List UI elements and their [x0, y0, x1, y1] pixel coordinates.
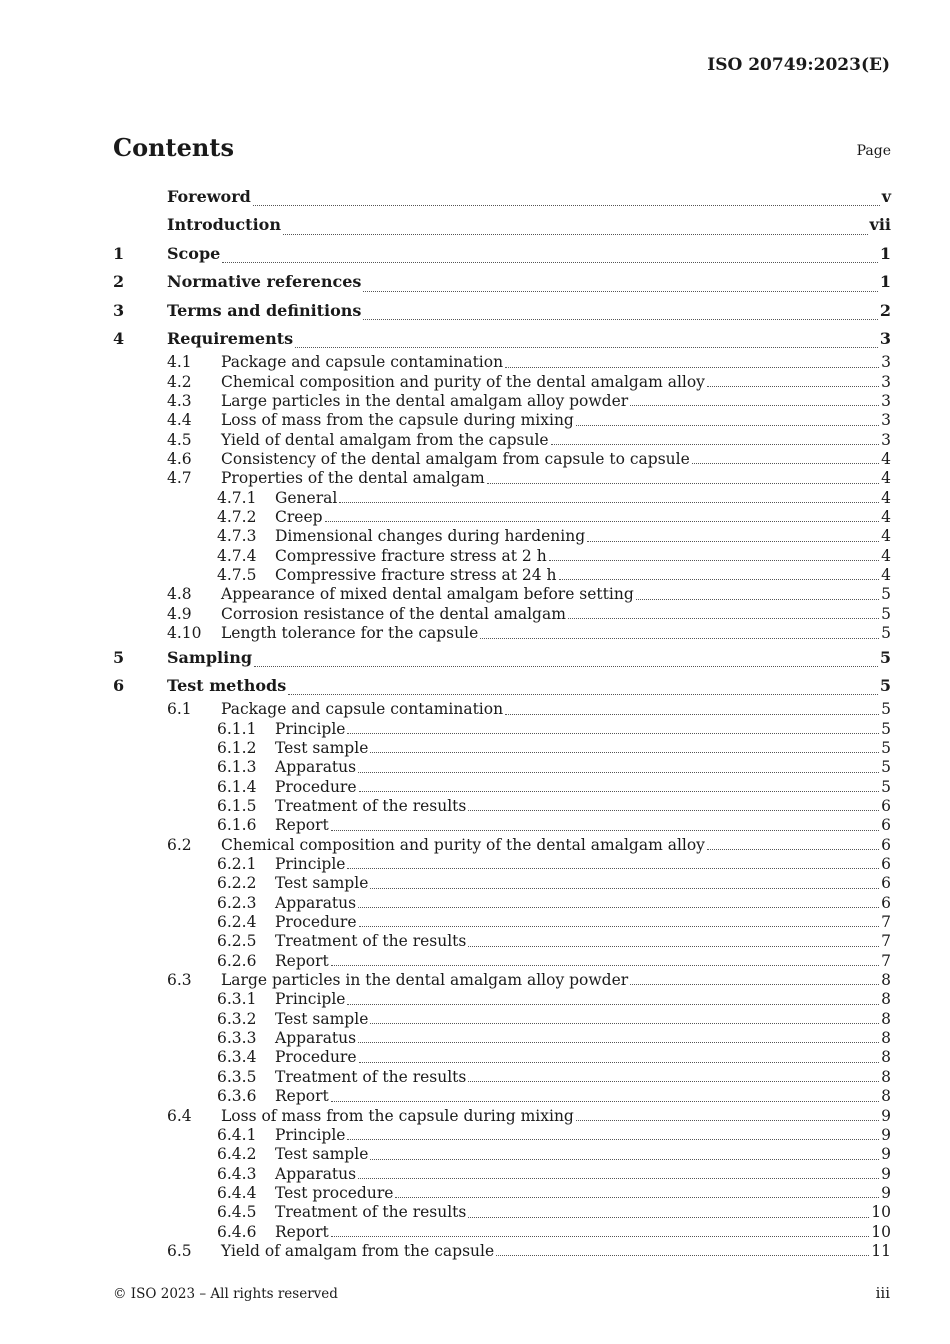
toc-entry[interactable]: [113, 778, 891, 797]
toc-entry[interactable]: [113, 547, 891, 566]
toc-entry-page: 6: [881, 816, 891, 835]
toc-entry-page: 6: [881, 835, 891, 854]
toc-entry[interactable]: [113, 411, 891, 430]
toc-entry-number: 6.3.3: [217, 1029, 257, 1048]
toc-entry-title: Report: [275, 1222, 329, 1241]
toc-entry[interactable]: [113, 952, 891, 971]
toc-entry-number: 6.3.6: [217, 1087, 257, 1106]
toc-entry-number: 4.9: [167, 604, 192, 623]
toc-entry-title: Chemical composition and purity of the dental amalgam alloy: [221, 372, 705, 391]
footer-page-number: iii: [875, 1284, 890, 1302]
dot-leader: [707, 385, 879, 387]
toc-entry-number: 1: [113, 243, 125, 263]
toc-entry-number: 6.4.6: [217, 1222, 257, 1241]
toc-entry-page: 4: [881, 488, 891, 507]
toc-entry-title: Principle: [275, 990, 346, 1009]
toc-entry[interactable]: [113, 644, 891, 672]
dot-leader: [359, 1061, 880, 1063]
toc-entry-title: Loss of mass from the capsule during mixing: [221, 1106, 574, 1125]
toc-entry[interactable]: [113, 268, 891, 296]
toc-entry-page: 4: [881, 566, 891, 585]
toc-entry-number: 6.1.1: [217, 719, 257, 738]
contents-heading: Contents: [113, 133, 234, 162]
toc-entry-number: 6.1.4: [217, 777, 257, 796]
dot-leader: [636, 598, 879, 600]
dot-leader: [630, 983, 879, 985]
toc-entry-page: 10: [871, 1203, 891, 1222]
toc-entry-page: 3: [881, 411, 891, 430]
toc-entry-page: 9: [881, 1106, 891, 1125]
dot-leader: [576, 424, 879, 426]
toc-entry-number: 6.1.3: [217, 758, 257, 777]
toc-entry[interactable]: [113, 990, 891, 1009]
toc-entry-number: 4.10: [167, 624, 202, 643]
toc-entry-title: Foreword: [167, 187, 251, 206]
toc-entry-title: Test sample: [275, 738, 369, 757]
toc-entry-title: Test sample: [275, 1009, 369, 1028]
toc-entry[interactable]: [113, 566, 891, 585]
dot-leader: [370, 751, 879, 753]
dot-leader: [358, 771, 879, 773]
toc-entry-title: Sampling: [167, 647, 253, 667]
toc-entry-number: 6.4.4: [217, 1183, 257, 1202]
dot-leader: [370, 1158, 879, 1160]
dot-leader: [487, 482, 879, 484]
toc-entry-page: 5: [879, 647, 891, 667]
toc-entry-number: 4.4: [167, 411, 192, 430]
dot-leader: [505, 366, 879, 368]
toc-entry-title: Treatment of the results: [275, 797, 467, 815]
dot-leader: [254, 665, 878, 667]
toc-entry-page: 9: [881, 1164, 891, 1183]
toc-entry-title: Package and capsule contamination: [221, 700, 504, 719]
toc-entry-number: 6.3: [167, 971, 192, 990]
dot-leader: [480, 637, 879, 639]
toc-entry[interactable]: [113, 1184, 891, 1203]
toc-entry-page: 4: [881, 469, 891, 488]
toc-entry-title: Apparatus: [275, 758, 357, 777]
toc-entry-page: 9: [881, 1183, 891, 1202]
toc-entry[interactable]: [113, 508, 891, 527]
toc-entry[interactable]: [113, 894, 891, 913]
toc-entry-number: 6.4: [167, 1106, 192, 1125]
dot-leader: [288, 693, 878, 695]
dot-leader: [363, 290, 877, 292]
toc-entry-title: Test sample: [275, 874, 369, 893]
dot-leader: [692, 462, 879, 464]
dot-leader: [331, 1235, 870, 1237]
toc-entry-number: 6.2: [167, 835, 192, 854]
toc-entry[interactable]: [113, 1010, 891, 1029]
toc-entry[interactable]: [113, 720, 891, 739]
toc-entry-page: 5: [881, 758, 891, 777]
toc-entry[interactable]: [113, 353, 891, 372]
toc-entry-number: 6: [113, 675, 125, 695]
toc-entry-number: 4.7.1: [217, 488, 257, 507]
toc-entry[interactable]: [113, 624, 891, 643]
dot-leader: [505, 713, 879, 715]
dot-leader: [347, 1138, 879, 1140]
dot-leader: [549, 559, 879, 561]
toc-entry-number: 6.1: [167, 700, 192, 719]
toc-entry-page: 6: [881, 874, 891, 893]
toc-entry-number: 6.2.2: [217, 874, 257, 893]
dot-leader: [576, 1119, 879, 1121]
toc-entry[interactable]: [113, 1107, 891, 1126]
dot-leader: [325, 520, 880, 522]
toc-entry-page: 7: [881, 951, 891, 970]
toc-entry[interactable]: [113, 816, 891, 835]
toc-entry[interactable]: [113, 1165, 891, 1184]
toc-entry-title: Test procedure: [275, 1183, 394, 1202]
toc-entry[interactable]: [113, 1145, 891, 1164]
toc-entry-title: Procedure: [275, 777, 357, 796]
toc-entry-title: Principle: [275, 1125, 346, 1144]
toc-entry-page: 5: [881, 738, 891, 757]
toc-entry-page: v: [881, 187, 891, 206]
document-id: ISO 20749:2023(E): [707, 55, 890, 75]
toc-entry[interactable]: [113, 971, 891, 990]
toc-entry[interactable]: [113, 1126, 891, 1145]
toc-entry-title: Scope: [167, 243, 221, 263]
dot-leader: [587, 540, 879, 542]
toc-entry[interactable]: [113, 585, 891, 604]
toc-entry[interactable]: [113, 1203, 891, 1222]
toc-entry-title: Dimensional changes during hardening: [275, 527, 586, 546]
toc-entry-title: General: [275, 488, 338, 507]
toc-entry-page: 5: [881, 777, 891, 796]
dot-leader: [468, 945, 879, 947]
toc-entry-number: 6.2.1: [217, 855, 257, 874]
toc-entry[interactable]: [113, 758, 891, 777]
toc-entry-number: 6.2.4: [217, 913, 257, 932]
toc-entry-title: Large particles in the dental amalgam alloy powder: [221, 971, 629, 990]
toc-entry-title: Compressive fracture stress at 24 h: [275, 566, 557, 585]
toc-entry-title: Introduction: [167, 215, 281, 235]
toc-entry-number: 4.3: [167, 392, 192, 411]
toc-entry-number: 4.7.5: [217, 566, 257, 585]
toc-entry-number: 4.8: [167, 585, 192, 604]
dot-leader: [363, 318, 877, 320]
toc-entry-page: 3: [879, 328, 891, 348]
dot-leader: [468, 809, 879, 811]
toc-entry-title: Creep: [275, 508, 323, 527]
toc-entry[interactable]: [113, 240, 891, 268]
toc-entry-title: Loss of mass from the capsule during mixing: [221, 411, 574, 430]
toc-entry-title: Normative references: [167, 272, 362, 292]
toc-entry-title: Compressive fracture stress at 2 h: [275, 546, 547, 565]
toc-entry-number: 6.2.5: [217, 932, 257, 951]
dot-leader: [347, 732, 879, 734]
toc-entry-page: 11: [871, 1241, 891, 1260]
toc-entry-number: 6.3.2: [217, 1009, 257, 1028]
toc-entry-title: Chemical composition and purity of the dental amalgam alloy: [221, 835, 705, 854]
toc-entry-page: 1: [879, 272, 891, 292]
toc-entry-page: 6: [881, 855, 891, 874]
toc-entry-title: Treatment of the results: [275, 1067, 467, 1086]
toc-entry-page: 5: [881, 700, 891, 719]
toc-entry-title: Package and capsule contamination: [221, 353, 504, 372]
toc-entry-page: 10: [871, 1222, 891, 1241]
toc-entry-number: 4.2: [167, 372, 192, 391]
toc-entry-page: 8: [881, 1029, 891, 1048]
toc-entry-page: 9: [881, 1125, 891, 1144]
toc-entry[interactable]: [113, 855, 891, 874]
toc-entry[interactable]: [113, 211, 891, 239]
toc-entry-number: 4.1: [167, 353, 192, 372]
toc-entry-title: Treatment of the results: [275, 932, 467, 951]
dot-leader: [568, 617, 879, 619]
toc-entry[interactable]: [113, 605, 891, 624]
toc-entry[interactable]: [113, 932, 891, 951]
toc-entry[interactable]: [113, 1048, 891, 1067]
toc-entry[interactable]: [113, 797, 891, 816]
toc-entry-page: 7: [881, 932, 891, 951]
dot-leader: [359, 925, 880, 927]
dot-leader: [331, 1100, 879, 1102]
toc-entry-number: 4.7.3: [217, 527, 257, 546]
toc-entry-title: Terms and definitions: [167, 300, 362, 320]
dot-leader: [496, 1254, 869, 1256]
toc-entry-page: 5: [881, 624, 891, 643]
toc-entry-page: 8: [881, 990, 891, 1009]
dot-leader: [370, 887, 879, 889]
toc-entry-title: Report: [275, 816, 329, 835]
toc-entry-number: 6.3.1: [217, 990, 257, 1009]
toc-entry-title: Test methods: [167, 675, 287, 695]
toc-entry-number: 6.2.6: [217, 951, 257, 970]
dot-leader: [339, 501, 879, 503]
dot-leader: [559, 578, 880, 580]
toc-entry[interactable]: [113, 325, 891, 353]
page-column-label: Page: [856, 143, 891, 159]
toc-entry-title: Report: [275, 951, 329, 970]
dot-leader: [331, 829, 879, 831]
toc-entry-page: 8: [881, 1087, 891, 1106]
toc-entry[interactable]: [113, 297, 891, 325]
toc-entry-number: 4.7.2: [217, 508, 257, 527]
dot-leader: [707, 848, 879, 850]
toc-entry[interactable]: [113, 1242, 891, 1261]
dot-leader: [283, 233, 868, 235]
toc-entry-number: 6.4.3: [217, 1164, 257, 1183]
toc-entry-number: 5: [113, 647, 125, 667]
toc-entry[interactable]: [113, 739, 891, 758]
dot-leader: [331, 964, 879, 966]
toc-entry-title: Principle: [275, 719, 346, 738]
toc-entry-page: 3: [881, 353, 891, 372]
toc-entry[interactable]: [113, 373, 891, 392]
toc-entry-page: 8: [881, 971, 891, 990]
toc-entry-page: 4: [881, 508, 891, 527]
toc-entry-number: 4.7.4: [217, 546, 257, 565]
dot-leader: [253, 204, 880, 206]
dot-leader: [358, 1041, 879, 1043]
toc-entry[interactable]: [113, 1223, 891, 1242]
toc-entry-page: 5: [881, 604, 891, 623]
toc-entry-title: Procedure: [275, 1048, 357, 1067]
toc-entry-page: 8: [881, 1067, 891, 1086]
toc-entry[interactable]: [113, 672, 891, 700]
toc-entry-page: vii: [869, 215, 891, 235]
toc-entry-page: 3: [881, 392, 891, 411]
toc-entry-number: 6.5: [167, 1241, 192, 1260]
toc-entry-page: 5: [881, 585, 891, 604]
toc-entry-number: 6.4.5: [217, 1203, 257, 1222]
toc-entry-number: 6.1.6: [217, 816, 257, 835]
toc-entry-page: 4: [881, 546, 891, 565]
toc-entry-number: 6.4.1: [217, 1125, 257, 1144]
dot-leader: [358, 906, 879, 908]
toc-entry[interactable]: [113, 431, 891, 450]
dot-leader: [630, 404, 879, 406]
toc-entry-title: Procedure: [275, 913, 357, 932]
toc-entry-number: 4.5: [167, 430, 192, 449]
toc-entry-title: Test sample: [275, 1145, 369, 1164]
toc-entry[interactable]: [113, 836, 891, 855]
dot-leader: [468, 1216, 869, 1218]
toc-entry-number: 4.6: [167, 450, 192, 469]
toc-entry-title: Principle: [275, 855, 346, 874]
toc-entry[interactable]: [113, 1029, 891, 1048]
toc-entry-page: 3: [881, 372, 891, 391]
toc-entry-page: 5: [879, 675, 891, 695]
dot-leader: [347, 867, 879, 869]
toc-entry-page: 5: [881, 719, 891, 738]
toc-entry[interactable]: [113, 489, 891, 508]
toc-entry-number: 6.1.2: [217, 738, 257, 757]
toc-entry-number: 6.2.3: [217, 893, 257, 912]
toc-entry[interactable]: [113, 392, 891, 411]
dot-leader: [370, 1022, 879, 1024]
toc-entry-title: Large particles in the dental amalgam alloy powder: [221, 392, 629, 411]
toc-entry[interactable]: [113, 700, 891, 719]
toc-entry-number: 2: [113, 272, 125, 292]
toc-entry-number: 6.3.5: [217, 1067, 257, 1086]
toc-entry-title: Consistency of the dental amalgam from capsule to capsule: [221, 450, 690, 469]
dot-leader: [222, 261, 878, 263]
toc-entry-page: 7: [881, 913, 891, 932]
toc-entry-page: 8: [881, 1009, 891, 1028]
toc-entry[interactable]: [113, 527, 891, 546]
toc-entry[interactable]: [113, 913, 891, 932]
toc-entry-number: 6.3.4: [217, 1048, 257, 1067]
dot-leader: [551, 443, 880, 445]
toc-entry-page: 9: [881, 1145, 891, 1164]
toc-entry-number: 3: [113, 300, 125, 320]
toc-entry-page: 4: [881, 527, 891, 546]
toc-entry[interactable]: [113, 469, 891, 488]
toc-entry-title: Treatment of the results: [275, 1203, 467, 1222]
toc-entry-title: Yield of dental amalgam from the capsule: [221, 430, 549, 449]
dot-leader: [347, 1003, 879, 1005]
dot-leader: [295, 346, 878, 348]
toc-entry-title: Corrosion resistance of the dental amalgam: [221, 604, 566, 623]
table-of-contents: [113, 183, 891, 1261]
toc-entry-title: Report: [275, 1087, 329, 1106]
toc-entry-page: 8: [881, 1048, 891, 1067]
toc-entry-title: Apparatus: [275, 893, 357, 912]
toc-entry-page: 6: [881, 797, 891, 815]
toc-entry[interactable]: [113, 183, 891, 211]
toc-entry-number: 6.4.2: [217, 1145, 257, 1164]
toc-entry-title: Requirements: [167, 328, 294, 348]
toc-entry-page: 2: [879, 300, 891, 320]
toc-entry[interactable]: [113, 874, 891, 893]
toc-entry-title: Appearance of mixed dental amalgam before setting: [221, 585, 634, 604]
toc-entry-title: Apparatus: [275, 1029, 357, 1048]
dot-leader: [395, 1196, 879, 1198]
toc-entry-title: Length tolerance for the capsule: [221, 624, 479, 643]
toc-entry-page: 4: [881, 450, 891, 469]
toc-entry-title: Apparatus: [275, 1164, 357, 1183]
toc-entry-title: Properties of the dental amalgam: [221, 469, 485, 488]
toc-entry-number: 4.7: [167, 469, 192, 488]
dot-leader: [359, 790, 880, 792]
toc-entry-title: Yield of amalgam from the capsule: [221, 1241, 495, 1260]
footer-copyright: © ISO 2023 – All rights reserved: [113, 1286, 338, 1302]
dot-leader: [358, 1177, 879, 1179]
toc-entry-number: 6.1.5: [217, 797, 257, 815]
toc-entry-page: 1: [879, 243, 891, 263]
toc-entry[interactable]: [113, 1068, 891, 1087]
toc-entry[interactable]: [113, 1087, 891, 1106]
toc-entry-page: 3: [881, 430, 891, 449]
toc-entry-number: 4: [113, 328, 125, 348]
toc-entry-page: 6: [881, 893, 891, 912]
dot-leader: [468, 1080, 879, 1082]
toc-entry[interactable]: [113, 450, 891, 469]
